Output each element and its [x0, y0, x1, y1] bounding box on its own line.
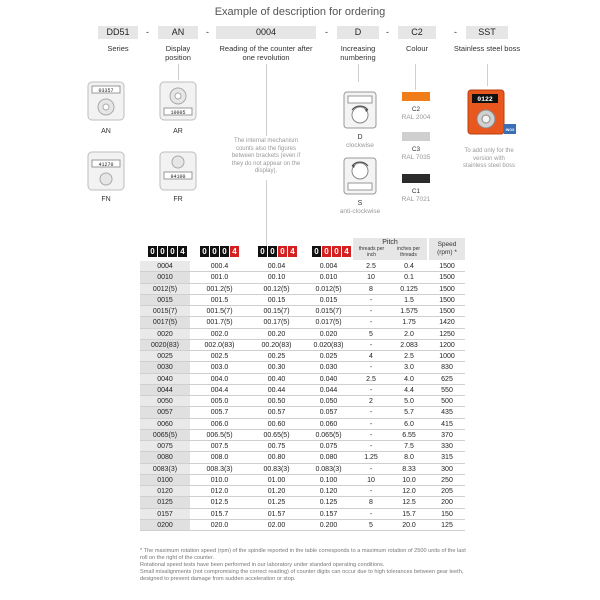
header-reading: Reading of the counter after one revolution	[219, 44, 313, 62]
table-cell: 12.0	[402, 488, 416, 495]
table-cell: 0080	[140, 452, 190, 463]
numbering-d	[332, 134, 388, 150]
table-cell: 0.015(7)	[315, 308, 342, 315]
table-cell: 6.0	[404, 420, 414, 428]
counter-an-readout: 03357	[98, 88, 114, 94]
table-cell: 10	[367, 476, 375, 484]
code-series: DD51	[98, 26, 138, 39]
table-cell: 00.20(83)	[261, 341, 292, 349]
table-cell: 00.04	[267, 263, 286, 270]
digit-cell: 0	[278, 246, 287, 257]
table-cell: 0.120	[319, 488, 338, 495]
table-cell: 315	[441, 454, 453, 462]
table-cell: 0030	[140, 362, 190, 373]
table-cell: 125	[441, 521, 453, 529]
table-row	[140, 329, 465, 340]
table-cell: 0.075	[319, 443, 338, 450]
table-cell: 004.4	[210, 386, 229, 394]
table-cell: -	[369, 420, 373, 428]
counter-ar-readout: 10005	[170, 110, 186, 116]
counter-fr-readout: 94100	[170, 174, 186, 180]
table-cell: 000.4	[210, 263, 229, 270]
table-cell: 1200	[439, 341, 455, 349]
digit-cell: 4	[178, 246, 187, 257]
table-cell: 00.15(7)	[263, 308, 290, 315]
table-cell: 205	[441, 488, 453, 495]
footnotes	[140, 548, 470, 583]
table-cell: 002.5	[210, 353, 229, 360]
table-row	[140, 272, 465, 283]
table-cell: 0125	[140, 497, 190, 508]
code-boss: SST	[466, 26, 508, 39]
table-cell: 010.0	[210, 476, 229, 484]
table-cell: 0.044	[319, 386, 338, 394]
table-cell: 8	[369, 285, 373, 293]
table-cell: 1500	[439, 274, 455, 282]
digit-cell: 4	[288, 246, 297, 257]
table-cell: 0.030	[319, 364, 338, 372]
header-numbering: Increasing numbering	[340, 44, 376, 62]
table-cell: 0157	[140, 509, 190, 520]
colour-swatch-c3	[402, 132, 430, 141]
table-cell: 1.75	[402, 319, 416, 327]
table-cell: 0.100	[319, 476, 338, 484]
table-cell: 2	[369, 398, 373, 405]
digit-cell: 0	[158, 246, 167, 257]
digit-header-1	[148, 246, 187, 257]
code-dash: -	[386, 27, 389, 37]
table-cell: 10	[367, 274, 375, 282]
table-cell: -	[369, 488, 373, 495]
table-cell: 002.0(83)	[204, 341, 235, 349]
footnote-3: Small misalignments (not compromising the correct reading) of counter digits can occur due to high tolerances between gear teeth, designed to prevent damage from sudden acceleration or stop.	[140, 569, 464, 582]
table-row	[140, 362, 465, 373]
position-ar-label: AR	[173, 128, 183, 135]
threads-per-inch-header: threads per inch	[358, 246, 385, 258]
table-row	[140, 497, 465, 508]
digit-header-3	[258, 246, 297, 257]
digit-header-4	[312, 246, 351, 257]
counter-fn-illustration	[86, 148, 128, 194]
code-colour: C2	[398, 26, 436, 39]
colour-c2-label	[392, 106, 440, 122]
numbering-s-desc: anti-clockwise	[339, 208, 381, 215]
table-cell: 00.44	[267, 386, 286, 394]
table-cell: 0015(7)	[140, 306, 190, 317]
table-cell: -	[369, 319, 373, 327]
table-row	[140, 306, 465, 317]
header-display: Display position	[165, 44, 191, 62]
table-row	[140, 464, 465, 475]
table-cell: 0020(83)	[140, 340, 190, 351]
table-cell: 0.012(5)	[315, 285, 342, 293]
table-cell: 0025	[140, 351, 190, 362]
table-cell: 01.20	[267, 488, 286, 495]
table-cell: 0060	[140, 419, 190, 430]
table-cell: 4.4	[404, 386, 414, 394]
table-cell: 0012(5)	[140, 284, 190, 295]
table-cell: 0057	[140, 407, 190, 418]
table-cell: 415	[441, 420, 453, 428]
digit-cell: 0	[268, 246, 277, 257]
table-cell: 4	[369, 353, 373, 360]
table-cell: 001.7(5)	[206, 319, 233, 327]
table-cell: 10.0	[402, 476, 416, 484]
table-cell: 1.5	[404, 296, 414, 304]
table-cell: 0044	[140, 385, 190, 396]
table-cell: 0.020(83)	[313, 341, 344, 349]
anticlockwise-illustration	[342, 156, 378, 196]
code-dash: -	[325, 27, 328, 37]
table-cell: 00.50	[267, 398, 286, 405]
table-cell: -	[369, 443, 373, 450]
digit-cell: 0	[220, 246, 229, 257]
row-divider	[140, 530, 465, 531]
table-cell: 012.0	[210, 488, 229, 495]
table-row	[140, 261, 465, 272]
table-row	[140, 475, 465, 486]
table-cell: 625	[441, 375, 453, 383]
footnote-1: * The maximum rotation speed (rpm) of the spindle reported in the table corresponds to a maximum rotation of 2500 units of the last roll on the right of the counter.	[140, 548, 466, 561]
table-cell: 00.15	[267, 296, 286, 304]
table-row	[140, 486, 465, 497]
table-cell: 1500	[439, 308, 455, 315]
inox-badge: INOX	[505, 128, 515, 132]
code-dash: -	[206, 27, 209, 37]
table-cell: 830	[441, 364, 453, 372]
mechanism-note: The internal mechanism counts also the figures between brackets (even if they do not appear on the display).	[231, 138, 301, 174]
clockwise-illustration	[342, 90, 378, 130]
table-cell: 200	[441, 499, 453, 507]
table-row	[140, 520, 465, 531]
table-cell: 0.4	[404, 263, 414, 270]
table-row	[140, 441, 465, 452]
table-row	[140, 295, 465, 306]
table-cell: 006.5(5)	[206, 431, 233, 439]
table-cell: 0.017(5)	[315, 319, 342, 327]
header-series: Series	[107, 44, 129, 53]
counter-an-illustration	[86, 78, 128, 124]
table-cell: 3.0	[404, 364, 414, 372]
table-cell: 6.55	[402, 431, 416, 439]
table-cell: 0.010	[319, 274, 338, 282]
table-cell: 0.015	[319, 296, 338, 304]
table-cell: 500	[441, 398, 453, 405]
table-cell: 2.5	[366, 263, 376, 270]
leader-line	[266, 64, 267, 136]
table-cell: 1250	[439, 330, 455, 338]
counter-ar-illustration	[158, 78, 200, 124]
table-cell: 0083(3)	[140, 464, 190, 475]
table-cell: 00.20	[267, 330, 286, 338]
table-row	[140, 351, 465, 362]
colour-c2-ral: RAL 2004	[401, 114, 431, 121]
table-cell: 012.5	[210, 499, 229, 507]
header-boss: Stainless steel boss	[453, 44, 521, 53]
table-cell: 01.57	[267, 510, 286, 518]
table-cell: 1000	[439, 353, 455, 360]
table-cell: -	[369, 465, 373, 473]
numbering-s	[330, 200, 390, 216]
numbering-d-code: D	[357, 134, 363, 141]
table-cell: 002.0	[210, 330, 229, 338]
table-row	[140, 396, 465, 407]
colour-c2-code: C2	[411, 106, 421, 113]
colour-c3-ral: RAL 7035	[401, 154, 431, 161]
table-cell: 330	[441, 443, 453, 450]
table-cell: -	[369, 409, 373, 417]
table-cell: 001.5(7)	[206, 308, 233, 315]
table-cell: 0004	[140, 261, 190, 272]
table-cell: 1.575	[400, 308, 418, 315]
counter-fn-readout: 41270	[98, 162, 114, 168]
table-cell: 0040	[140, 374, 190, 385]
digit-cell: 0	[312, 246, 321, 257]
table-cell: 0075	[140, 441, 190, 452]
table-cell: 370	[441, 431, 453, 439]
table-cell: 8.33	[402, 465, 416, 473]
header-colour: Colour	[405, 44, 429, 53]
table-cell: 0.1	[404, 274, 414, 282]
speed-label: Speed (rpm) *	[437, 241, 457, 256]
table-cell: 5	[369, 521, 373, 529]
table-cell: 020.0	[210, 521, 229, 529]
digit-cell: 0	[168, 246, 177, 257]
table-cell: 0.025	[319, 353, 338, 360]
table-row	[140, 374, 465, 385]
colour-c1-code: C1	[411, 188, 421, 195]
table-cell: 8.0	[404, 454, 414, 462]
table-cell: 1500	[439, 285, 455, 293]
table-cell: 003.0	[210, 364, 229, 372]
table-cell: 001.0	[210, 274, 229, 282]
table-cell: 008.0	[210, 454, 229, 462]
position-fr-label: FR	[173, 196, 183, 203]
table-cell: 00.10	[267, 274, 286, 282]
table-cell: 00.57	[267, 409, 286, 417]
code-reading: 0004	[216, 26, 316, 39]
table-cell: -	[369, 386, 373, 394]
leader-line	[487, 64, 488, 86]
table-cell: 2.083	[400, 341, 418, 349]
table-row	[140, 385, 465, 396]
table-cell: 250	[441, 476, 453, 484]
stainless-boss-illustration	[464, 86, 518, 142]
table-cell: 0120	[140, 486, 190, 497]
leader-line	[358, 64, 359, 82]
table-cell: -	[369, 431, 373, 439]
table-row	[140, 452, 465, 463]
table-row	[140, 284, 465, 295]
table-cell: 300	[441, 465, 453, 473]
digit-header-row	[140, 246, 465, 257]
table-cell: -	[369, 364, 373, 372]
table-cell: 0100	[140, 475, 190, 486]
colour-c1-label	[392, 188, 440, 204]
table-cell: 0.065(5)	[315, 431, 342, 439]
table-cell: 0.040	[319, 375, 338, 383]
table-cell: 1.25	[364, 454, 378, 462]
table-row	[140, 419, 465, 430]
table-cell: 015.7	[210, 510, 229, 518]
table-cell: 550	[441, 386, 453, 394]
digit-cell: 4	[230, 246, 239, 257]
table-cell: 006.0	[210, 420, 229, 428]
table-cell: 00.65(5)	[263, 431, 290, 439]
table-cell: 4.0	[404, 375, 414, 383]
table-cell: 8	[369, 499, 373, 507]
table-cell: 0.157	[319, 510, 338, 518]
table-cell: 0.125	[319, 499, 338, 507]
leader-line	[415, 64, 416, 90]
table-row	[140, 430, 465, 441]
table-cell: 01.00	[267, 476, 286, 484]
table-cell: 00.60	[267, 420, 286, 428]
boss-note: To add only for the version with stainless steel boss	[462, 148, 516, 169]
digit-cell: 0	[210, 246, 219, 257]
position-an-label: AN	[101, 128, 111, 135]
table-cell: 1500	[439, 296, 455, 304]
table-cell: 0065(5)	[140, 430, 190, 441]
leader-line	[266, 180, 267, 246]
table-cell: 435	[441, 409, 453, 417]
table-cell: 01.25	[267, 499, 286, 507]
table-row	[140, 317, 465, 328]
colour-swatch-c1	[402, 174, 430, 183]
table-row	[140, 407, 465, 418]
table-cell: 5	[369, 330, 373, 338]
table-cell: 2.5	[404, 353, 414, 360]
table-cell: 0.004	[319, 263, 338, 270]
table-row	[140, 509, 465, 520]
table-cell: 001.5	[210, 296, 229, 304]
colour-c1-ral: RAL 7021	[401, 196, 431, 203]
table-row	[140, 340, 465, 351]
table-cell: 5.0	[404, 398, 414, 405]
digit-cell: 0	[200, 246, 209, 257]
footnote-2: Rotational speed tests have been performed in our laboratory under standard operating conditions.	[140, 562, 385, 568]
numbering-d-desc: clockwise	[346, 142, 374, 149]
table-cell: 1500	[439, 263, 455, 270]
table-cell: 0200	[140, 520, 190, 531]
code-dash: -	[454, 27, 457, 37]
colour-swatch-c2	[402, 92, 430, 101]
pitch-title: Pitch	[382, 239, 398, 246]
table-cell: 005.7	[210, 409, 229, 417]
table-cell: 20.0	[402, 521, 416, 529]
table-cell: -	[369, 510, 373, 518]
table-cell: 15.7	[402, 510, 416, 518]
table-cell: 0017(5)	[140, 317, 190, 328]
page-title: Example of description for ordering	[214, 6, 386, 18]
code-display: AN	[158, 26, 198, 39]
table-cell: -	[369, 341, 373, 349]
digit-cell: 0	[322, 246, 331, 257]
inches-per-threads-header: inches per threads	[396, 246, 421, 258]
table-cell: 005.0	[210, 398, 229, 405]
table-cell: 00.40	[267, 375, 286, 383]
table-cell: 0015	[140, 295, 190, 306]
numbering-s-code: S	[357, 200, 363, 207]
table-cell: 0050	[140, 396, 190, 407]
table-cell: 0.083(3)	[315, 465, 342, 473]
table-cell: 00.83(3)	[263, 465, 290, 473]
digit-cell: 0	[258, 246, 267, 257]
table-cell: 0.057	[319, 409, 338, 417]
counter-fr-illustration	[158, 148, 200, 194]
boss-readout: 0122	[477, 96, 493, 103]
table-cell: 007.5	[210, 443, 229, 450]
table-cell: 02.00	[267, 521, 286, 529]
colour-c3-label	[392, 146, 440, 162]
table-cell: 0.050	[319, 398, 338, 405]
table-cell: -	[369, 296, 373, 304]
table-cell: 00.75	[267, 443, 286, 450]
position-fn-label: FN	[101, 196, 111, 203]
table-cell: 00.17(5)	[263, 319, 290, 327]
table-cell: 004.0	[210, 375, 229, 383]
table-cell: -	[369, 308, 373, 315]
colour-c3-code: C3	[411, 146, 421, 153]
table-cell: 1420	[439, 319, 455, 327]
table-cell: 0.125	[400, 285, 418, 293]
code-dash: -	[146, 27, 149, 37]
table-cell: 2.0	[404, 330, 414, 338]
table-cell: 0.020	[319, 330, 338, 338]
digit-cell: 4	[342, 246, 351, 257]
table-cell: 00.25	[267, 353, 286, 360]
table-cell: 2.5	[366, 375, 376, 383]
digit-header-2	[200, 246, 239, 257]
table-cell: 5.7	[404, 409, 414, 417]
table-cell: 12.5	[402, 499, 416, 507]
digit-cell: 0	[148, 246, 157, 257]
digit-cell: 0	[332, 246, 341, 257]
table-cell: 0.200	[319, 521, 338, 529]
table-cell: 001.2(5)	[206, 285, 233, 293]
table-cell: 00.80	[267, 454, 286, 462]
table-cell: 7.5	[404, 443, 414, 450]
table-cell: 00.12(5)	[263, 285, 290, 293]
table-cell: 0020	[140, 329, 190, 340]
table-cell: 0010	[140, 272, 190, 283]
table-cell: 0.080	[319, 454, 338, 462]
table-cell: 150	[441, 510, 453, 518]
table-cell: 00.30	[267, 364, 286, 372]
table-cell: 0.060	[319, 420, 338, 428]
table-cell: 008.3(3)	[206, 465, 233, 473]
code-numbering: D	[337, 26, 379, 39]
